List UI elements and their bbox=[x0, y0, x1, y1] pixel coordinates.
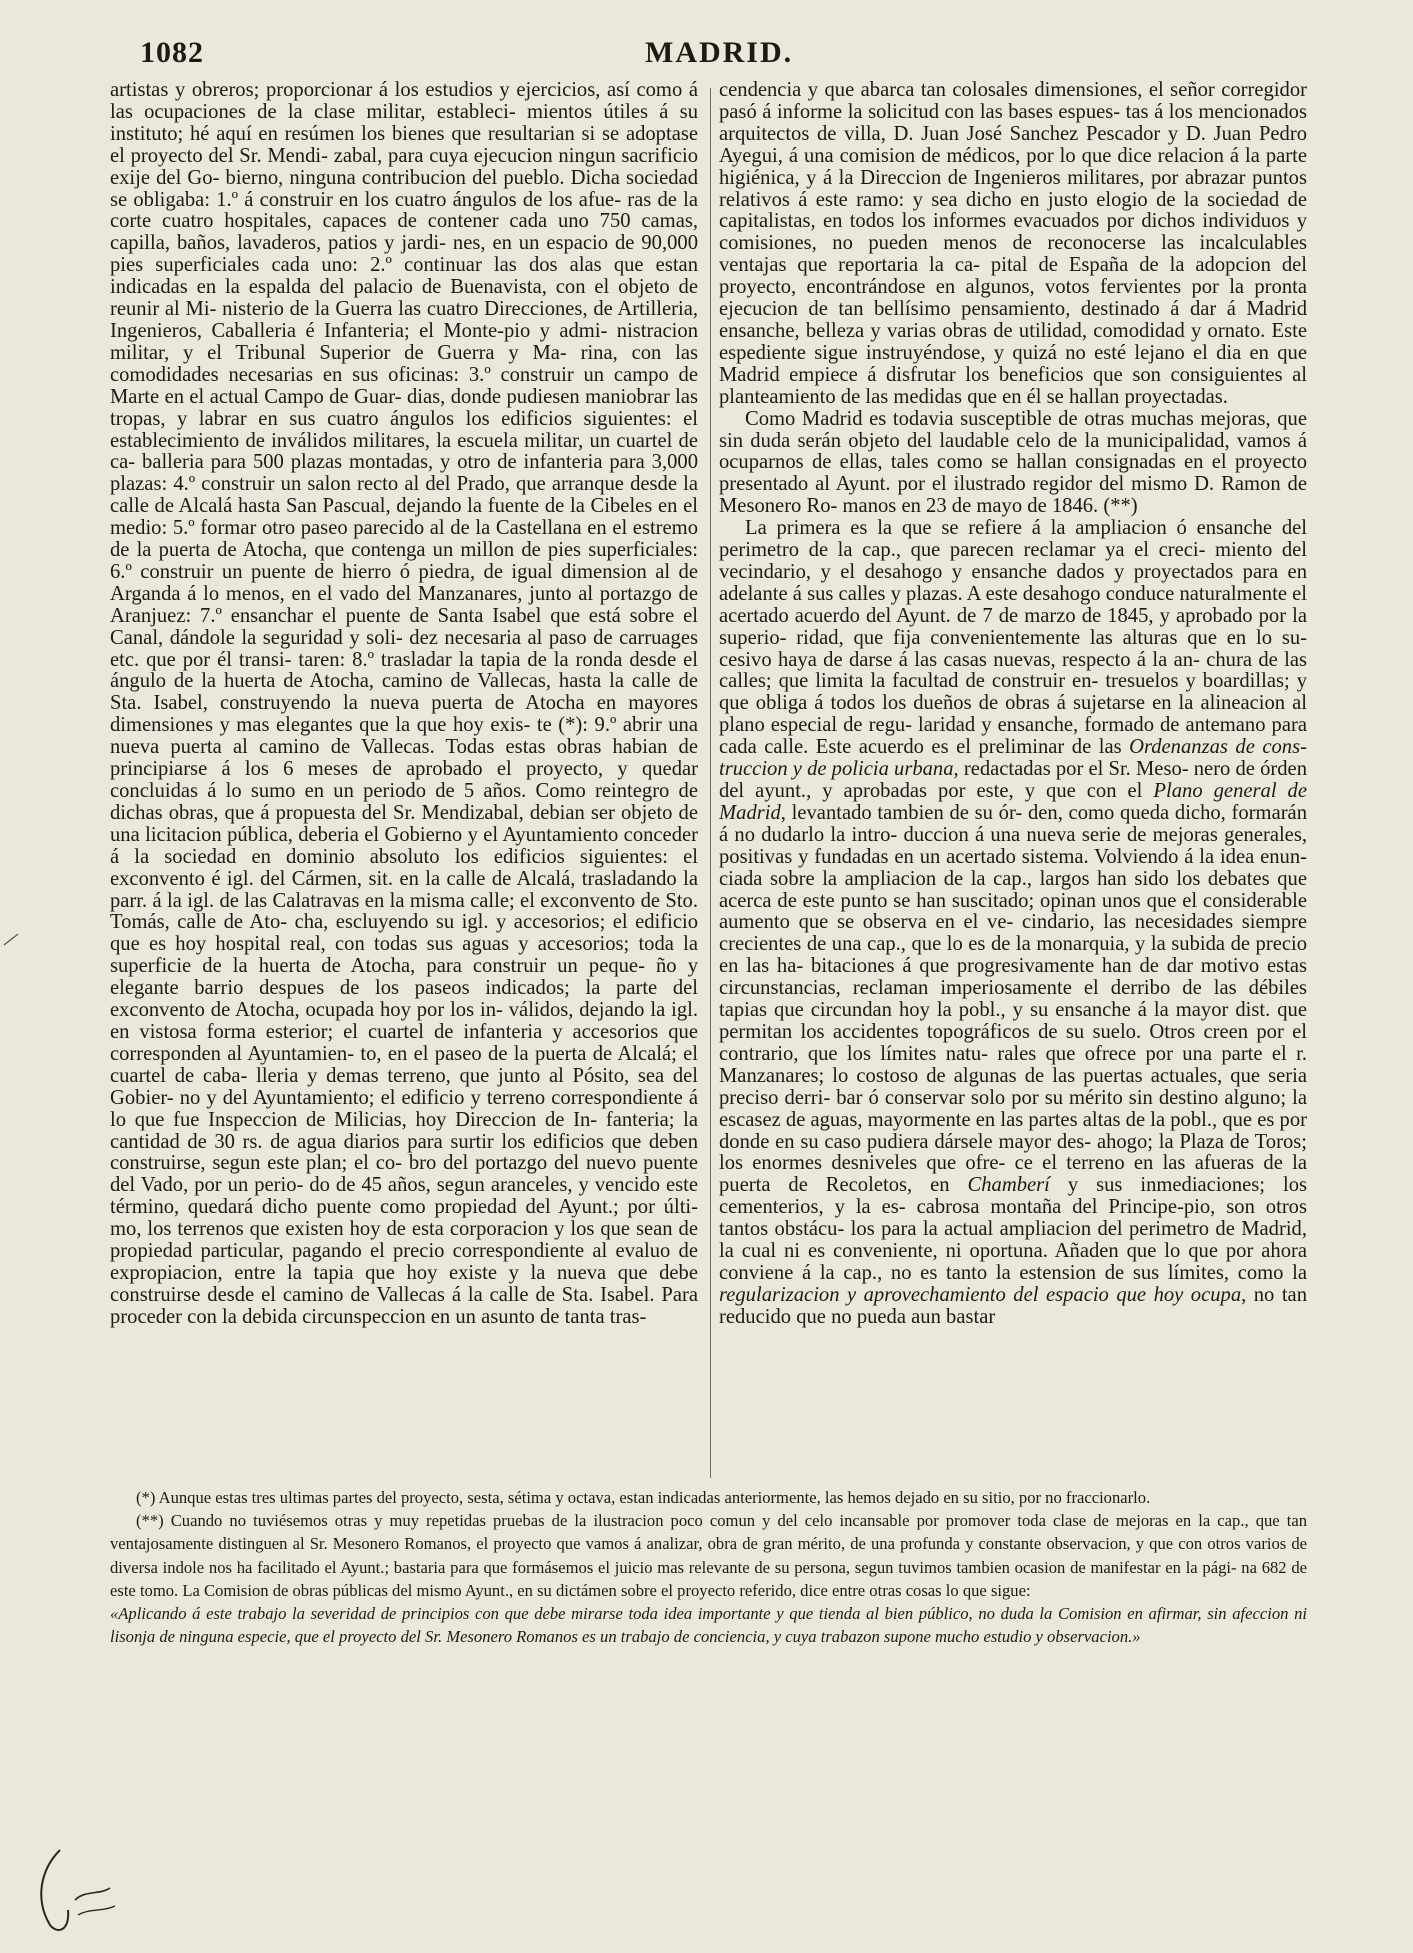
right-paragraph-1: cendencia y que abarca tan colosales dimensiones, el señor corregidor pasó á informe la solicitud con las bases espues- tas á los mencionados arquitectos de villa, D. Juan José Sanchez Pescador y D. Juan Pedro Ayegui, á una comision de médicos, por lo que dice relacion á la parte higiénica, y á la Direccion de Ingenieros militares, por abrazar puntos relativos á este ramo: y sea dicho en justo elogio de la sociedad de capitalistas, en todos los informes evacuados por dichos individuos y comisiones, no pueden menos de reconocerse las incalculables ventajas que reportaria la ca- pital de España de la adopcion del proyecto, encontrándose en algunos, votos fervientes por la pronta ejecucion de tan bellísimo pensamiento, destinado á dar á Madrid ensanche, belleza y varias obras de utilidad, comodidad y ornato. Este espediente sigue instruyéndose, y quizá no esté lejano el dia en que Madrid empiece á disfrutar los beneficios que son consiguientes al planteamiento de las medidas que en él se hallan proyectadas. bbox=[719, 80, 1307, 408]
footnotes bbox=[110, 1486, 1307, 1846]
right-paragraph-2: Como Madrid es todavia susceptible de otras muchas mejoras, que sin duda serán objeto del laudable celo de la municipalidad, vamos á ocuparnos de ellas, tales como se hallan consignadas en el proyecto presentado al Ayunt. por el ilustrado regidor del mismo D. Ramon de Mesonero Ro- manos en 23 de mayo de 1846. (**) bbox=[719, 407, 1307, 518]
handwritten-scribble bbox=[30, 1840, 120, 1940]
margin-pencil-mark bbox=[2, 930, 22, 950]
footnote-2-text: Cuando no tuviésemos otras y muy repetidas pruebas de la ilustracion poco comun y del celo incansable por promover toda clase de mejoras en la cap., que tan ventajosamente distinguen al Sr. Mesonero Romanos, el proyecto que vamos á analizar, obra de gran mérito, de una profunda y constante observacion, y que con otros varios de diversa indole nos ha facilitado el Ayunt.; bastaria para que formásemos el juicio mas relevante de su persona, segun tuvimos tambien ocasion de manifestar en la pági- na 682 de este tomo. La Comision de obras públicas del mismo Ayunt., en su dictámen sobre el proyecto referido, dice entre otras cosas lo que sigue: bbox=[110, 1511, 1307, 1600]
text-columns bbox=[110, 80, 1307, 1475]
right-column bbox=[719, 80, 1307, 1475]
italic-phrase: regularizacion y aprovechamiento del espacio que hoy ocupa bbox=[719, 1283, 1242, 1306]
left-paragraph: artistas y obreros; proporcionar á los estudios y ejercicios, así como á las ocupaciones de la clase militar, estableci- mientos útiles á su instituto; hé aquí en resúmen los bienes que resultarian si se adoptase el proyecto del Sr. Mendi- zabal, para cuya ejecucion ningun sacrificio exije del Go- bierno, ninguna contribucion del pueblo. Dicha sociedad se obligaba: 1.º á construir en los cuatro ángulos de los afue- ras de la corte cuatro hospitales, capaces de contener cada uno 750 camas, capilla, baños, lavaderos, patios y jardi- nes, en un espacio de 90,000 pies superficiales cada uno: 2.º continuar las dos alas que estan indicadas en la espalda del palacio de Buenavista, con el objeto de reunir al Mi- nisterio de la Guerra las cuatro Direcciones, de Artilleria, Ingenieros, Caballeria é Infanteria; el Monte-pio y admi- nistracion militar, y el Tribunal Superior de Guerra y Ma- rina, con las comodidades necesarias en sus oficinas: 3.º construir un campo de Marte en el actual Campo de Guar- dias, donde pudiesen maniobrar las tropas, y labrar en sus cuatro ángulos los edificios siguientes: el establecimiento de inválidos militares, la escuela militar, un cuartel de ca- balleria para 500 plazas montadas, y otro de infanteria para 3,000 plazas: 4.º construir un salon recto al del Prado, que arranque desde la calle de Alcalá hasta San Pascual, dejando la fuente de la Cibeles en el medio: 5.º formar otro paseo parecido al de la Castellana en el estremo de la puerta de Atocha, que contenga un millon de pies superficiales: 6.º construir un puente de hierro ó piedra, de igual dimension al de Arganda á lo menos, en el vado del Manzanares, junto al portazgo de Aranjuez: 7.º ensanchar el puente de Santa Isabel que está sobre el Canal, dándole la seguridad y soli- dez necesaria al paso de carruages etc. que por él transi- taren: 8.º trasladar la tapia de la ronda desde el ángulo de la huerta de Atocha, camino de Vallecas, hasta la calle de Sta. Isabel, construyendo la nueva puerta de Atocha en mayores dimensiones y mas elegantes que la que hoy exis- te (*): 9.º abrir una nueva puerta al camino de Vallecas. Todas estas obras habian de principiarse á los 6 meses de aprobado el proyecto, y quedar concluidas á lo sumo en un periodo de 5 años. Como reintegro de dichas obras, que á propuesta del Sr. Mendizabal, debian ser objeto de una licitacion pública, deberia el Gobierno y el Ayuntamiento conceder á la sociedad en dominio absoluto los edificios siguientes: el exconvento é igl. del Cármen, sit. en la calle de Alcalá, trasladando la parr. á la igl. de las Calatravas en la misma calle; el exconvento de Sto. Tomás, calle de Ato- cha, escluyendo su igl. y accesorios; el edificio que es hoy hospital real, con todas sus aguas y accesorios; toda la superficie de la huerta de Atocha, para construir un peque- ño y elegante barrio despues de los paseos indicados; la parte del exconvento de Atocha, ocupada hoy por los in- válidos, dejando la igl. en vistosa forma esterior; el cuartel de infanteria y accesorios que corresponden al Ayuntamien- to, en el paseo de la puerta de Alcalá; el cuartel de caba- lleria y demas terreno, que junto al Pósito, sea del Gobier- no y del Ayuntamiento; el edificio y terreno correspondiente á lo que fue Inspeccion de Milicias, hoy Direccion de In- fanteria; la cantidad de 30 rs. de agua diarios para surtir los edificios que deben construirse, segun este plan; el co- bro del portazgo del nuevo puente del Vado, por un perio- do de 45 años, segun aranceles, y vencido este término, quedará dicho puente como propiedad del Ayunt.; por últi- mo, los terrenos que existen hoy de esta corporacion y los que sean de propiedad particular, pagando el precio correspondiente al evaluo de expropiacion, entre la tapia que hoy existe y la nueva que debe construirse desde el camino de Vallecas á la calle de Sta. Isabel. Para proceder con la debida circunspeccion en un asunto de tanta tras- bbox=[110, 80, 698, 1328]
footnote-1-text: Aunque estas tres ultimas partes del proyecto, sesta, sétima y octava, estan indicadas anteriormente, las hemos dejado en su sitio, por no fraccionarlo. bbox=[158, 1488, 1151, 1507]
italic-phrase: Plano general de Madrid bbox=[719, 780, 1307, 824]
italic-phrase: Ordenanzas de cons- truccion y de policia urbana bbox=[719, 736, 1307, 781]
italic-phrase: Chamberí bbox=[967, 1174, 1050, 1197]
page-header bbox=[140, 36, 1317, 78]
footnote-1-mark: (*) bbox=[136, 1488, 156, 1507]
right-paragraph-3: La primera es la que se refiere á la ampliacion ó ensanche del perimetro de la cap., que parecen reclamar ya el creci- miento del vecindario, y el desahogo y ensanche dados y proyectados para en adelante á sus calles y plazas. A este desahogo conduce naturalmente el acertado acuerdo del Ayunt. de 7 de marzo de 1845, y aprobado por la superio- ridad, que fija convenientemente las alturas que en lo su- cesivo haya de darse á las casas nuevas, respecto á la an- chura de las calles; que limita la facultad de construir en- tresuelos y boardillas; y que obliga á todos los dueños de obras á sujetarse en la alineacion al plano especial de regu- laridad y ensanche, formado de antemano para cada calle. Este acuerdo es el preliminar de las Ordenanzas de cons- truccion y de policia urbana, redactadas por el Sr. Meso- nero de órden del ayunt., y aprobadas por este, y que con el Plano general de Madrid, levantado tambien de su ór- den, como queda dicho, formarán á no dudarlo la intro- duccion á una nueva serie de mejoras generales, positivas y fundadas en un acertado sistema. Volviendo á la idea enun- ciada sobre la ampliacion de la cap., largos han sido los debates que acerca de este punto se han suscitado; opinan unos que el considerable aumento que se observa en el ve- cindario, las necesidades siempre crecientes de una cap., que lo es de la monarquia, y la subida de precio en las ha- bitaciones á que progresivamente han de dar motivo estas circunstancias, reclaman imperiosamente el derribo de las débiles tapias que circundan hoy la pobl., y su ensanche á la mayor dist. que permitan los accidentes topográficos de su suelo. Otros creen por el contrario, que los límites natu- rales que ofrece por una parte el r. Manzanares; lo costoso de algunas de las puertas actuales, que seria preciso derri- bar ó conservar solo por su mérito sin destino alguno; la escasez de aguas, mayormente en las partes altas de la pobl., que es por donde en su caso pudiera dársele mayor des- ahogo; la Plaza de Toros; los enormes desniveles que ofre- ce el terreno en las afueras de la puerta de Recoletos, en Chamberí y sus inmediaciones; los cementerios, y la es- cabrosa montaña del Principe-pio, son otros tantos obstácu- los para la actual ampliacion del perimetro de Madrid, la cual ni es conveniente, ni oportuna. Añaden que lo que por ahora conviene á la cap., no es tanto la estension de sus límites, como la regularizacion y aprovechamiento del espacio que hoy ocupa, no tan reducido que no pueda aun bastar bbox=[719, 517, 1307, 1328]
footnote-2-mark: (**) bbox=[136, 1511, 164, 1531]
running-title: MADRID. bbox=[645, 36, 794, 69]
footnote-2-quote: «Aplicando á este trabajo la severidad de principios con que debe mirarse toda idea importante y que tienda al bien público, no duda la Comision en afirmar, sin afeccion ni lisonja de ninguna especie, que el proyecto del Sr. Mesonero Romanos es un trabajo de conciencia, y cuya trabazon supone mucho estudio y observacion.» bbox=[110, 1604, 1307, 1647]
page-number: 1082 bbox=[140, 36, 204, 69]
footnote-2 bbox=[110, 1509, 1307, 1602]
footnote-1 bbox=[110, 1486, 1307, 1509]
left-column bbox=[110, 80, 698, 1475]
